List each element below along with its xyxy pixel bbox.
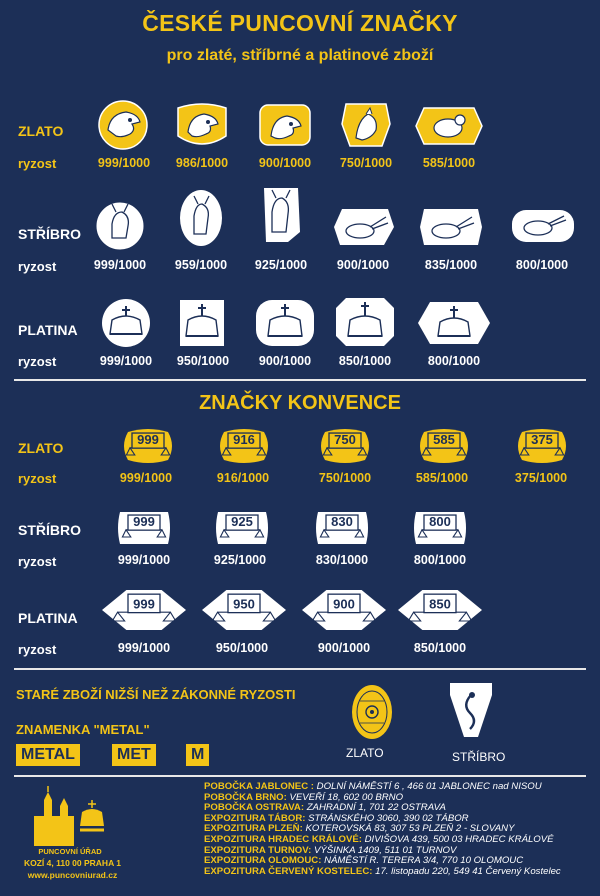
convention-silver-stamp-icon bbox=[212, 510, 272, 546]
gold-eagle-mark-icon bbox=[174, 100, 230, 150]
gold-fineness: 585/1000 bbox=[422, 156, 476, 170]
office-name: POBOČKA BRNO: bbox=[204, 791, 290, 803]
platinum-crown-mark-icon bbox=[416, 300, 492, 346]
silver-goat-mark-icon bbox=[178, 188, 224, 248]
convention-platinum-stamp-icon bbox=[300, 588, 388, 632]
convention-silver-stamp-icon bbox=[410, 510, 470, 546]
footer-address: KOZÍ 4, 110 00 PRAHA 1 bbox=[23, 858, 121, 868]
convention-title: ZNAČKY KONVENCE bbox=[199, 392, 401, 414]
old-silver-mark-icon bbox=[446, 681, 496, 741]
gold-fineness: 999/1000 bbox=[97, 156, 151, 170]
silver-hare-mark-icon bbox=[510, 208, 576, 244]
office-address: KOTEROVSKÁ 83, 307 53 PLZEŇ 2 - SLOVANY bbox=[305, 823, 515, 835]
office-address-row bbox=[204, 867, 594, 878]
convention-gold-fineness: 999/1000 bbox=[119, 471, 173, 485]
platinum-section-label: PLATINA bbox=[18, 322, 78, 338]
office-name: POBOČKA JABLONEC : bbox=[204, 781, 317, 792]
logo-name: PUNCOVNÍ ÚŘAD bbox=[38, 847, 102, 856]
convention-gold-fineness: 585/1000 bbox=[415, 471, 469, 485]
convention-gold-stamp-number: 585 bbox=[433, 432, 455, 448]
convention-platinum-fineness: 850/1000 bbox=[413, 641, 467, 655]
platinum-fineness: 800/1000 bbox=[427, 354, 481, 368]
office-address: VEVEŘÍ 18, 602 00 BRNO bbox=[289, 791, 404, 803]
gold-fineness: 750/1000 bbox=[339, 156, 393, 170]
convention-platinum-stamp-icon bbox=[200, 588, 288, 632]
convention-gold-stamp-icon bbox=[414, 428, 474, 464]
convention-gold-fineness: 375/1000 bbox=[514, 471, 568, 485]
office-name: EXPOZITURA ČERVENÝ KOSTELEC: bbox=[204, 865, 376, 877]
convention-silver-fineness: 800/1000 bbox=[413, 553, 467, 567]
page-title: ČESKÉ PUNCOVNÍ ZNAČKY bbox=[142, 10, 458, 36]
platinum-fineness: 950/1000 bbox=[176, 354, 230, 368]
platinum-crown-mark-icon bbox=[332, 296, 398, 348]
silver-section-label: STŘÍBRO bbox=[18, 226, 81, 242]
old-silver-label: STŘÍBRO bbox=[452, 750, 506, 764]
platinum-crown-mark-icon bbox=[254, 298, 316, 348]
convention-gold-ryzost: ryzost bbox=[18, 471, 57, 486]
gold-fineness: 986/1000 bbox=[175, 156, 229, 170]
office-name: EXPOZITURA PLZEŇ: bbox=[204, 823, 306, 835]
platinum-crown-mark-icon bbox=[98, 298, 154, 348]
convention-silver-stamp-number: 999 bbox=[133, 514, 155, 530]
silver-goat-mark-icon bbox=[258, 184, 304, 246]
punc-office-logo-icon bbox=[30, 786, 110, 848]
convention-silver-stamp-number: 800 bbox=[429, 514, 451, 530]
convention-gold-stamp-number: 750 bbox=[334, 432, 356, 448]
convention-platinum-stamp-number: 950 bbox=[233, 596, 255, 612]
convention-silver-label: STŘÍBRO bbox=[18, 522, 81, 538]
office-name: EXPOZITURA TÁBOR: bbox=[204, 812, 309, 824]
office-address: ZAHRADNÍ 1, 701 22 OSTRAVA bbox=[306, 802, 446, 814]
office-address-list bbox=[204, 782, 594, 877]
silver-goat-mark-icon bbox=[94, 200, 146, 252]
convention-platinum-fineness: 900/1000 bbox=[317, 641, 371, 655]
platinum-fineness: 850/1000 bbox=[338, 354, 392, 368]
section-divider bbox=[14, 668, 586, 670]
silver-fineness: 835/1000 bbox=[424, 258, 478, 272]
old-goods-text: STARÉ ZBOŽÍ NIŽŠÍ NEŽ ZÁKONNÉ RYZOSTI bbox=[16, 687, 296, 702]
silver-fineness: 925/1000 bbox=[254, 258, 308, 272]
section-divider bbox=[14, 379, 586, 381]
platinum-fineness: 999/1000 bbox=[99, 354, 153, 368]
convention-silver-fineness: 830/1000 bbox=[315, 553, 369, 567]
office-name: EXPOZITURA OLOMOUC: bbox=[204, 855, 325, 867]
convention-gold-stamp-number: 999 bbox=[137, 432, 159, 448]
silver-fineness: 959/1000 bbox=[174, 258, 228, 272]
office-address: NÁMĚSTÍ R. TERERA 3/4, 770 10 OLOMOUC bbox=[324, 855, 524, 867]
convention-platinum-stamp-number: 850 bbox=[429, 596, 451, 612]
gold-cock-mark-icon bbox=[338, 100, 394, 150]
convention-platinum-stamp-icon bbox=[396, 588, 484, 632]
convention-silver-stamp-number: 830 bbox=[331, 514, 353, 530]
convention-gold-stamp-number: 375 bbox=[531, 432, 553, 448]
gold-fineness: 900/1000 bbox=[258, 156, 312, 170]
page-subtitle: pro zlaté, stříbrné a platinové zboží bbox=[166, 47, 434, 64]
office-address: VÝŠINKA 1409, 511 01 TURNOV bbox=[313, 844, 457, 856]
convention-gold-stamp-icon bbox=[315, 428, 375, 464]
old-gold-label: ZLATO bbox=[346, 746, 384, 760]
silver-ryzost-label: ryzost bbox=[18, 259, 57, 274]
met-box: MET bbox=[112, 744, 156, 766]
convention-silver-stamp-number: 925 bbox=[231, 514, 253, 530]
convention-silver-fineness: 925/1000 bbox=[213, 553, 267, 567]
convention-gold-fineness: 750/1000 bbox=[318, 471, 372, 485]
office-name: EXPOZITURA HRADEC KRÁLOVÉ: bbox=[204, 833, 365, 845]
convention-platinum-stamp-icon bbox=[100, 588, 188, 632]
convention-gold-fineness: 916/1000 bbox=[216, 471, 270, 485]
convention-gold-label: ZLATO bbox=[18, 440, 64, 456]
platinum-fineness: 900/1000 bbox=[258, 354, 312, 368]
convention-gold-stamp-number: 916 bbox=[233, 432, 255, 448]
silver-hare-mark-icon bbox=[418, 207, 484, 247]
silver-fineness: 999/1000 bbox=[93, 258, 147, 272]
silver-fineness: 900/1000 bbox=[336, 258, 390, 272]
silver-fineness: 800/1000 bbox=[515, 258, 569, 272]
convention-gold-stamp-icon bbox=[214, 428, 274, 464]
m-box: M bbox=[186, 744, 209, 766]
metal-title: ZNAMENKA "METAL" bbox=[16, 722, 150, 737]
convention-platinum-fineness: 999/1000 bbox=[117, 641, 171, 655]
platinum-ryzost-label: ryzost bbox=[18, 354, 57, 369]
office-address: 17. listopadu 220, 549 41 Červený Kostelec bbox=[375, 865, 561, 877]
convention-platinum-ryzost: ryzost bbox=[18, 642, 57, 657]
convention-silver-ryzost: ryzost bbox=[18, 554, 57, 569]
office-address: STRÁNSKÉHO 3060, 390 02 TÁBOR bbox=[308, 812, 469, 824]
gold-duck-mark-icon bbox=[414, 104, 484, 148]
convention-platinum-stamp-number: 900 bbox=[333, 596, 355, 612]
section-divider bbox=[14, 775, 586, 777]
convention-silver-stamp-icon bbox=[114, 510, 174, 546]
gold-eagle-mark-icon bbox=[96, 100, 152, 150]
office-address: DOLNÍ NÁMĚSTÍ 6 , 466 01 JABLONEC nad NISOU bbox=[316, 781, 542, 792]
convention-platinum-fineness: 950/1000 bbox=[215, 641, 269, 655]
office-name: POBOČKA OSTRAVA: bbox=[204, 802, 307, 814]
silver-hare-mark-icon bbox=[332, 207, 396, 247]
gold-section-label: ZLATO bbox=[18, 123, 64, 139]
office-name: EXPOZITURA TURNOV: bbox=[204, 844, 314, 856]
convention-platinum-stamp-number: 999 bbox=[133, 596, 155, 612]
platinum-crown-mark-icon bbox=[178, 298, 226, 348]
convention-platinum-label: PLATINA bbox=[18, 610, 78, 626]
convention-silver-stamp-icon bbox=[312, 510, 372, 546]
convention-gold-stamp-icon bbox=[118, 428, 178, 464]
footer-web-link[interactable]: www.puncovniurad.cz bbox=[27, 870, 118, 880]
metal-box: METAL bbox=[16, 744, 80, 766]
office-address: DIVIŠOVA 439, 500 03 HRADEC KRÁLOVÉ bbox=[364, 833, 554, 845]
convention-gold-stamp-icon bbox=[512, 428, 572, 464]
gold-ryzost-label: ryzost bbox=[18, 156, 57, 171]
convention-silver-fineness: 999/1000 bbox=[117, 553, 171, 567]
gold-eagle-mark-icon bbox=[257, 102, 313, 148]
old-gold-mark-icon bbox=[350, 683, 394, 741]
